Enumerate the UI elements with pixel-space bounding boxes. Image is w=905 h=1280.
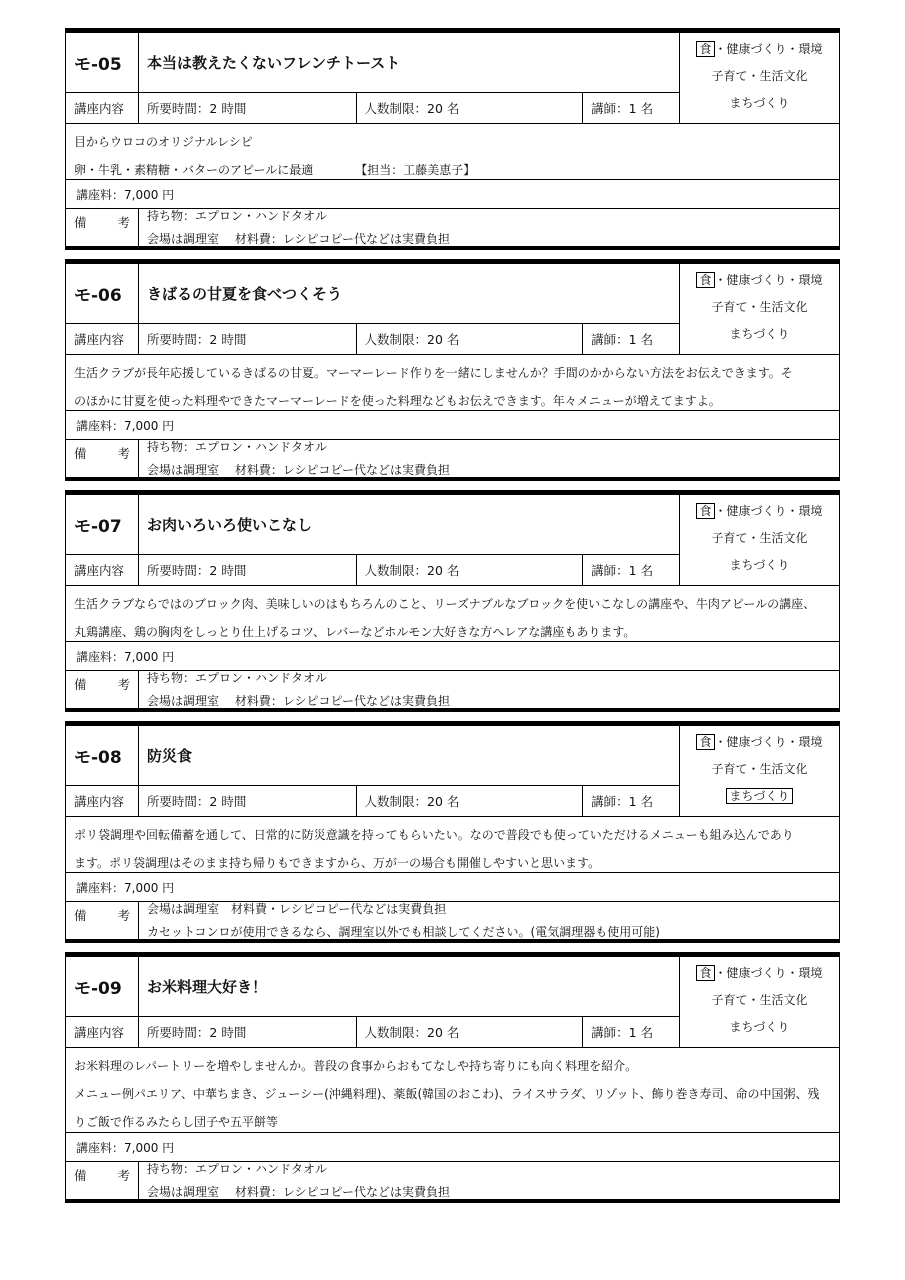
notes-label-a: 備	[74, 677, 87, 692]
notes-label-b: 考	[117, 1168, 130, 1183]
category-line-2: 子育て・生活文化	[711, 762, 808, 776]
notes-label-a: 備	[74, 446, 87, 461]
category-line-3: まちづくり	[729, 96, 790, 110]
duration: 所要時間：2 時間	[138, 93, 356, 123]
content-label: 講座内容	[74, 1025, 125, 1040]
notes-line: 持ち物：エプロン・ハンドタオル	[147, 670, 328, 685]
notes-line: 会場は調理室 材料費：レシピコピー代などは実費負担	[147, 231, 451, 246]
capacity: 人数制限：20 名	[356, 555, 583, 585]
course-code: モ-09	[74, 979, 122, 999]
description-line: ポリ袋調理や回転備蓄を通して、日常的に防災意識を持ってもらいたい。なので普段でも使っていただけるメニューも組み込んであり	[74, 828, 794, 842]
notes-label-b: 考	[117, 908, 130, 923]
course-title: きばるの甘夏を食べつくそう	[138, 264, 679, 323]
teacher-count: 講師：1 名	[582, 1017, 679, 1047]
category-list	[679, 495, 839, 585]
duration: 所要時間：2 時間	[138, 324, 356, 354]
category-food-selected: 食	[696, 734, 714, 750]
notes-line: 会場は調理室 材料費：レシピコピー代などは実費負担	[147, 693, 451, 708]
course-description	[66, 355, 839, 410]
course-fee: 講座料：7,000 円	[76, 649, 175, 664]
teacher-count: 講師：1 名	[582, 786, 679, 816]
category-line-3: まちづくり	[729, 558, 790, 572]
category-line-2: 子育て・生活文化	[711, 300, 808, 314]
course-description	[66, 586, 839, 641]
course-notes	[138, 209, 839, 246]
course-description	[66, 1048, 839, 1132]
category-rest: ・健康づくり・環境	[714, 42, 823, 56]
course-fee: 講座料：7,000 円	[76, 418, 175, 433]
capacity: 人数制限：20 名	[356, 324, 583, 354]
category-food-selected: 食	[696, 41, 714, 57]
duration: 所要時間：2 時間	[138, 1017, 356, 1047]
course-code: モ-06	[74, 286, 122, 306]
course-description	[66, 817, 839, 872]
course-code: モ-08	[74, 748, 122, 768]
notes-line: 会場は調理室 材料費：レシピコピー代などは実費負担	[147, 462, 451, 477]
course-title: 防災食	[138, 726, 679, 785]
teacher-count: 講師：1 名	[582, 324, 679, 354]
course-fee: 講座料：7,000 円	[76, 187, 175, 202]
course-fee: 講座料：7,000 円	[76, 1140, 175, 1155]
notes-label-b: 考	[117, 677, 130, 692]
course-card-mo09	[65, 952, 840, 1203]
course-title: 本当は教えたくないフレンチトースト	[138, 33, 679, 92]
capacity: 人数制限：20 名	[356, 1017, 583, 1047]
course-card-mo08	[65, 721, 840, 943]
description-line: お米料理のレパートリーを増やしませんか。普段の食事からおもてなしや持ち寄りにも向く料理を紹介。	[74, 1059, 638, 1073]
course-title: お米料理大好き！	[138, 957, 679, 1016]
category-list	[679, 726, 839, 816]
course-notes	[138, 671, 839, 708]
notes-label-b: 考	[117, 446, 130, 461]
category-rest: ・健康づくり・環境	[714, 735, 823, 749]
category-rest: ・健康づくり・環境	[714, 273, 823, 287]
category-list	[679, 957, 839, 1047]
category-line-3	[726, 783, 794, 810]
category-line-1	[696, 267, 822, 294]
category-line-1	[696, 498, 822, 525]
course-notes	[138, 902, 839, 939]
description-line: りご飯で作るみたらし団子や五平餅等	[74, 1115, 279, 1129]
category-list	[679, 264, 839, 354]
duration: 所要時間：2 時間	[138, 555, 356, 585]
notes-line: 持ち物：エプロン・ハンドタオル	[147, 1161, 328, 1176]
content-label: 講座内容	[74, 101, 125, 116]
notes-line: 会場は調理室 材料費・レシピコピー代などは実費負担	[147, 901, 447, 916]
teacher-count: 講師：1 名	[582, 93, 679, 123]
category-line-1	[696, 729, 822, 756]
content-label: 講座内容	[74, 563, 125, 578]
course-fee: 講座料：7,000 円	[76, 880, 175, 895]
notes-line: 会場は調理室 材料費：レシピコピー代などは実費負担	[147, 1184, 451, 1199]
category-food-selected: 食	[696, 503, 714, 519]
description-line: メニュー例パエリア、中華ちまき、ジューシー(沖縄料理)、薬飯(韓国のおこわ)、ライスサラダ、リゾット、飾り巻き寿司、命の中国粥、残	[74, 1087, 820, 1101]
description-line: 生活クラブが長年応援しているきばるの甘夏。マーマーレード作りを一緒にしませんか？手間のかからない方法をお伝えできます。そ	[74, 366, 793, 380]
category-line-2: 子育て・生活文化	[711, 531, 808, 545]
notes-label-a: 備	[74, 1168, 87, 1183]
category-rest: ・健康づくり・環境	[714, 504, 823, 518]
category-line-3: まちづくり	[729, 327, 790, 341]
notes-label-a: 備	[74, 215, 87, 230]
category-list	[679, 33, 839, 123]
category-line-2: 子育て・生活文化	[711, 993, 808, 1007]
category-food-selected: 食	[696, 965, 714, 981]
notes-label	[66, 671, 138, 708]
duration: 所要時間：2 時間	[138, 786, 356, 816]
category-food-selected: 食	[696, 272, 714, 288]
description-line: 目からウロコのオリジナルレシピ	[74, 135, 253, 149]
capacity: 人数制限：20 名	[356, 93, 583, 123]
notes-label	[66, 1162, 138, 1199]
capacity: 人数制限：20 名	[356, 786, 583, 816]
notes-label-a: 備	[74, 908, 87, 923]
content-label: 講座内容	[74, 332, 125, 347]
course-title: お肉いろいろ使いこなし	[138, 495, 679, 554]
category-line-1	[696, 960, 822, 987]
description-line: 丸鶏講座、鶏の胸肉をしっとり仕上げるコツ、レバーなどホルモン大好きな方へレアな講座もあります。	[74, 625, 636, 639]
teacher-count: 講師：1 名	[582, 555, 679, 585]
notes-label-b: 考	[117, 215, 130, 230]
category-town-selected: まちづくり	[726, 788, 794, 804]
course-notes	[138, 440, 839, 477]
notes-line: カセットコンロが使用できるなら、調理室以外でも相談してください。(電気調理器も使用可能)	[147, 924, 660, 939]
description-line: 卵・牛乳・素精糖・バターのアピールに最適 【担当：工藤美恵子】	[74, 163, 476, 177]
course-notes	[138, 1162, 839, 1199]
course-card-mo05	[65, 28, 840, 250]
notes-label	[66, 440, 138, 477]
category-line-3: まちづくり	[729, 1020, 790, 1034]
course-code: モ-05	[74, 55, 122, 75]
course-card-mo07	[65, 490, 840, 712]
content-label: 講座内容	[74, 794, 125, 809]
notes-line: 持ち物：エプロン・ハンドタオル	[147, 439, 328, 454]
course-code: モ-07	[74, 517, 122, 537]
notes-line: 持ち物：エプロン・ハンドタオル	[147, 208, 328, 223]
notes-label	[66, 209, 138, 246]
category-rest: ・健康づくり・環境	[714, 966, 823, 980]
notes-label	[66, 902, 138, 939]
course-card-mo06	[65, 259, 840, 481]
category-line-1	[696, 36, 822, 63]
description-line: ます。ポリ袋調理はそのまま持ち帰りもできますから、万が一の場合も開催しやすいと思います。	[74, 856, 601, 870]
description-line: 生活クラブならではのブロック肉、美味しいのはもちろんのこと、リーズナブルなブロックを使いこなしの講座や、牛肉アピールの講座、	[74, 597, 816, 611]
course-description	[66, 124, 839, 179]
description-line: のほかに甘夏を使った料理やできたマーマーレードを使った料理などもお伝えできます。年々メニューが増えてますよ。	[74, 394, 721, 408]
category-line-2: 子育て・生活文化	[711, 69, 808, 83]
